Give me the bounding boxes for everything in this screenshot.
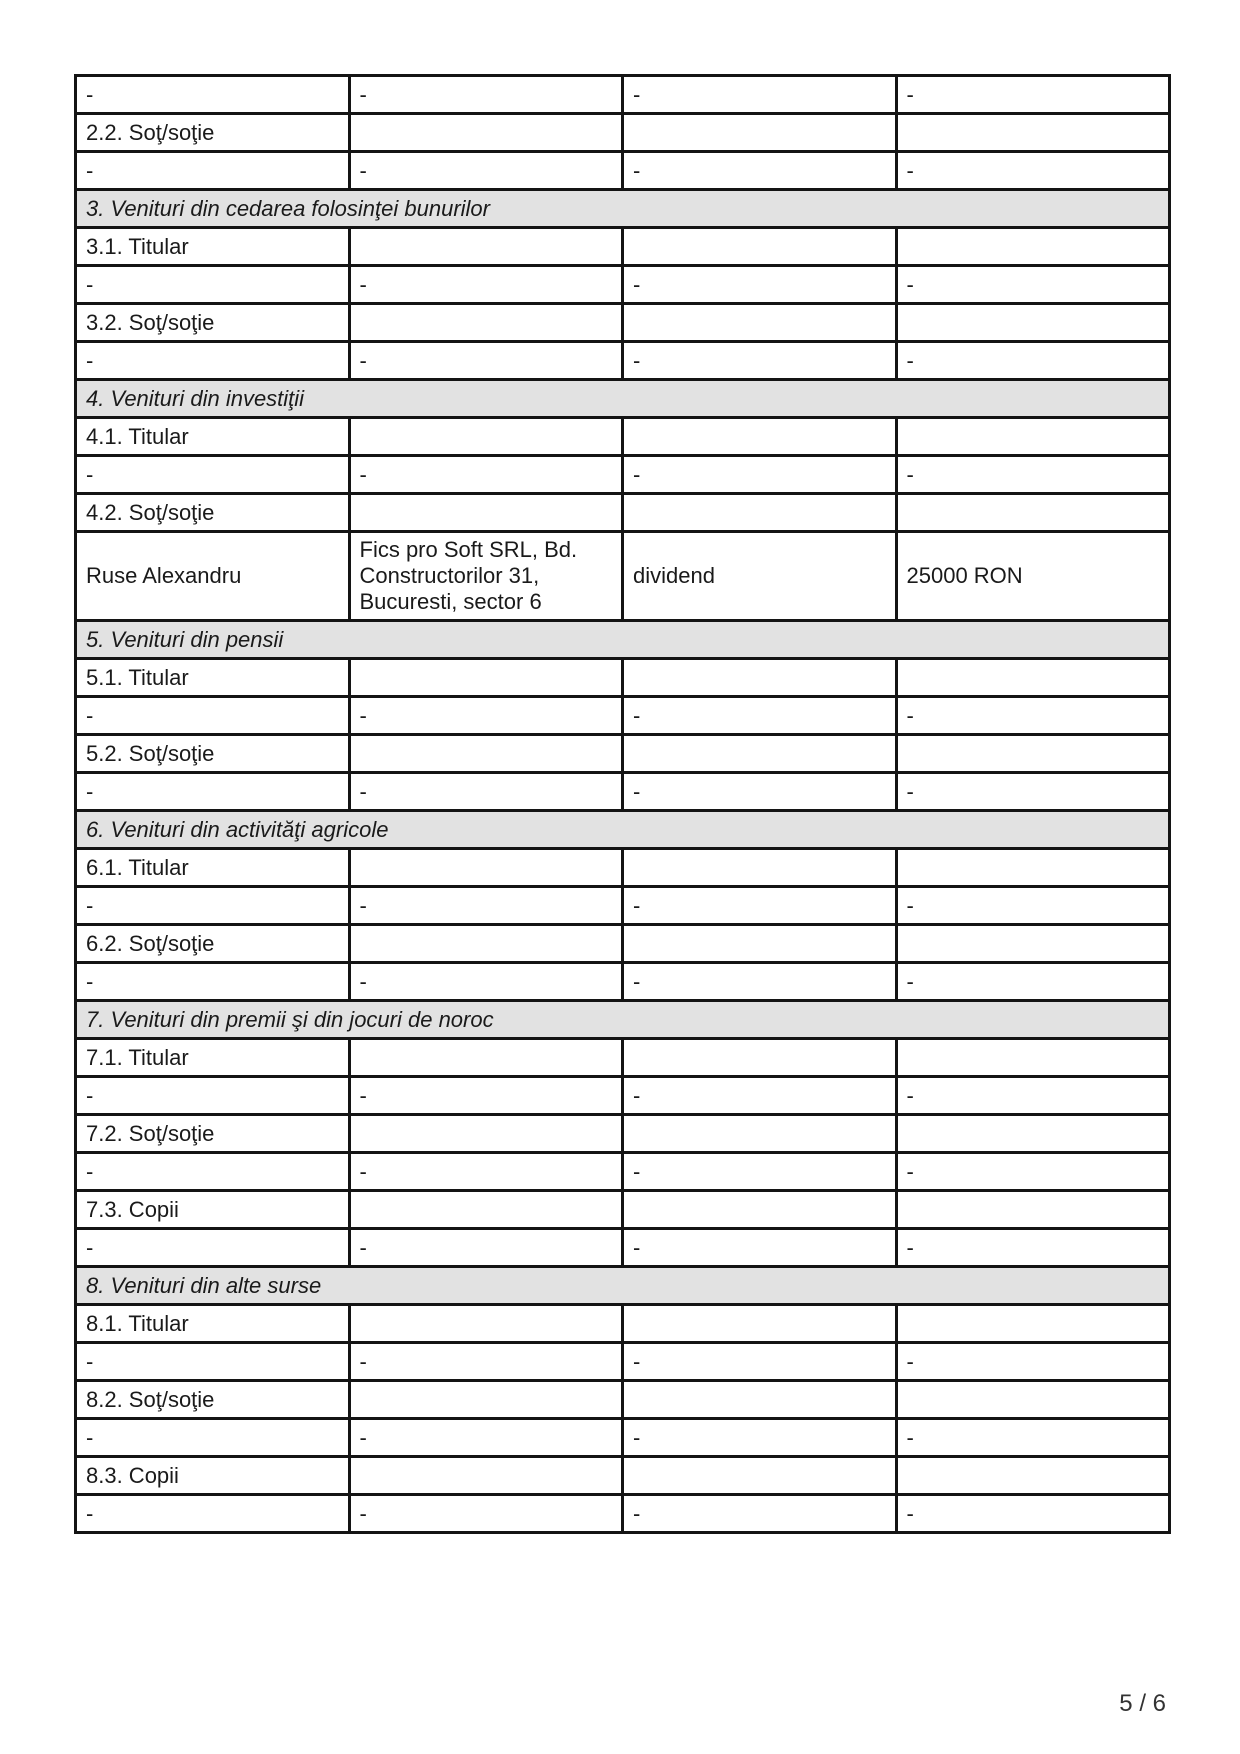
table-row — [76, 773, 1170, 811]
empty-cell — [896, 1115, 1170, 1153]
section-header-row — [76, 1001, 1170, 1039]
cell-beneficiary: - — [76, 152, 350, 190]
empty-cell — [349, 1381, 623, 1419]
subgroup-row — [76, 735, 1170, 773]
subgroup-row — [76, 1115, 1170, 1153]
section-header-row — [76, 380, 1170, 418]
cell-beneficiary: - — [76, 1229, 350, 1267]
subgroup-label: 6.1. Titular — [76, 849, 350, 887]
empty-cell — [896, 494, 1170, 532]
cell-service: - — [623, 697, 897, 735]
table-row — [76, 342, 1170, 380]
subgroup-row — [76, 494, 1170, 532]
cell-source: - — [349, 1495, 623, 1533]
empty-cell — [896, 1457, 1170, 1495]
empty-cell — [623, 1457, 897, 1495]
cell-service: - — [623, 963, 897, 1001]
cell-beneficiary: - — [76, 266, 350, 304]
cell-income: - — [896, 266, 1170, 304]
cell-beneficiary: - — [76, 456, 350, 494]
page-number: 5 / 6 — [1119, 1690, 1166, 1717]
cell-source: Fics pro Soft SRL, Bd. Constructorilor 31, Bucuresti, sector 6 — [349, 532, 623, 621]
table-row — [76, 1343, 1170, 1381]
empty-cell — [623, 659, 897, 697]
table-row — [76, 1077, 1170, 1115]
empty-cell — [623, 1381, 897, 1419]
empty-cell — [349, 1191, 623, 1229]
section-header-row — [76, 811, 1170, 849]
table-row — [76, 266, 1170, 304]
subgroup-row — [76, 114, 1170, 152]
empty-cell — [623, 114, 897, 152]
cell-service: - — [623, 1229, 897, 1267]
empty-cell — [349, 659, 623, 697]
subgroup-row — [76, 1457, 1170, 1495]
table-row — [76, 532, 1170, 621]
subgroup-label: 5.1. Titular — [76, 659, 350, 697]
cell-income: - — [896, 887, 1170, 925]
empty-cell — [896, 114, 1170, 152]
cell-source: - — [349, 152, 623, 190]
cell-service: - — [623, 266, 897, 304]
subgroup-label: 3.2. Soţ/soţie — [76, 304, 350, 342]
table-row — [76, 1229, 1170, 1267]
empty-cell — [349, 735, 623, 773]
subgroup-row — [76, 1305, 1170, 1343]
subgroup-label: 3.1. Titular — [76, 228, 350, 266]
cell-beneficiary: - — [76, 1419, 350, 1457]
empty-cell — [896, 1305, 1170, 1343]
empty-cell — [896, 418, 1170, 456]
cell-income: - — [896, 152, 1170, 190]
subgroup-label: 8.3. Copii — [76, 1457, 350, 1495]
subgroup-label: 7.3. Copii — [76, 1191, 350, 1229]
subgroup-row — [76, 1039, 1170, 1077]
empty-cell — [349, 849, 623, 887]
cell-source: - — [349, 697, 623, 735]
cell-source: - — [349, 266, 623, 304]
table-row — [76, 152, 1170, 190]
cell-beneficiary: - — [76, 697, 350, 735]
cell-beneficiary: - — [76, 342, 350, 380]
cell-beneficiary: - — [76, 1495, 350, 1533]
cell-income: - — [896, 963, 1170, 1001]
empty-cell — [349, 1305, 623, 1343]
empty-cell — [896, 1381, 1170, 1419]
empty-cell — [623, 1191, 897, 1229]
cell-service: - — [623, 152, 897, 190]
empty-cell — [623, 1115, 897, 1153]
cell-service: - — [623, 887, 897, 925]
cell-source: - — [349, 1343, 623, 1381]
table-row — [76, 1153, 1170, 1191]
empty-cell — [623, 925, 897, 963]
section-title: 7. Venituri din premii şi din jocuri de noroc — [76, 1001, 1170, 1039]
cell-beneficiary: Ruse Alexandru — [76, 532, 350, 621]
cell-service: - — [623, 456, 897, 494]
section-title: 5. Venituri din pensii — [76, 621, 1170, 659]
cell-income: - — [896, 1495, 1170, 1533]
cell-income: - — [896, 342, 1170, 380]
table-row — [76, 456, 1170, 494]
cell-beneficiary: - — [76, 1153, 350, 1191]
empty-cell — [349, 418, 623, 456]
income-table-body — [76, 76, 1170, 1533]
subgroup-label: 7.1. Titular — [76, 1039, 350, 1077]
subgroup-label: 4.1. Titular — [76, 418, 350, 456]
subgroup-row — [76, 659, 1170, 697]
cell-income: - — [896, 773, 1170, 811]
cell-service: - — [623, 76, 897, 114]
subgroup-label: 2.2. Soţ/soţie — [76, 114, 350, 152]
cell-source: - — [349, 1419, 623, 1457]
section-title: 8. Venituri din alte surse — [76, 1267, 1170, 1305]
subgroup-row — [76, 1191, 1170, 1229]
subgroup-row — [76, 228, 1170, 266]
cell-income: - — [896, 1343, 1170, 1381]
empty-cell — [623, 735, 897, 773]
empty-cell — [623, 1039, 897, 1077]
empty-cell — [349, 1115, 623, 1153]
section-title: 3. Venituri din cedarea folosinţei bunurilor — [76, 190, 1170, 228]
cell-service: - — [623, 773, 897, 811]
empty-cell — [349, 114, 623, 152]
section-title: 4. Venituri din investiţii — [76, 380, 1170, 418]
cell-income: - — [896, 1153, 1170, 1191]
cell-source: - — [349, 1153, 623, 1191]
subgroup-label: 6.2. Soţ/soţie — [76, 925, 350, 963]
section-header-row — [76, 190, 1170, 228]
cell-source: - — [349, 342, 623, 380]
income-table — [74, 74, 1171, 1534]
empty-cell — [896, 735, 1170, 773]
subgroup-label: 4.2. Soţ/soţie — [76, 494, 350, 532]
cell-beneficiary: - — [76, 1343, 350, 1381]
cell-source: - — [349, 1229, 623, 1267]
empty-cell — [349, 1039, 623, 1077]
empty-cell — [623, 228, 897, 266]
table-row — [76, 1495, 1170, 1533]
cell-income: - — [896, 76, 1170, 114]
cell-source: - — [349, 773, 623, 811]
cell-beneficiary: - — [76, 1077, 350, 1115]
empty-cell — [896, 659, 1170, 697]
cell-source: - — [349, 887, 623, 925]
cell-income: - — [896, 1419, 1170, 1457]
section-header-row — [76, 621, 1170, 659]
empty-cell — [896, 925, 1170, 963]
table-row — [76, 697, 1170, 735]
cell-beneficiary: - — [76, 963, 350, 1001]
cell-source: - — [349, 1077, 623, 1115]
subgroup-row — [76, 849, 1170, 887]
empty-cell — [349, 1457, 623, 1495]
cell-service: - — [623, 1077, 897, 1115]
cell-service: - — [623, 1419, 897, 1457]
cell-service: - — [623, 342, 897, 380]
empty-cell — [349, 228, 623, 266]
empty-cell — [896, 849, 1170, 887]
cell-income: - — [896, 456, 1170, 494]
empty-cell — [896, 1039, 1170, 1077]
table-row — [76, 1419, 1170, 1457]
empty-cell — [623, 849, 897, 887]
section-title: 6. Venituri din activităţi agricole — [76, 811, 1170, 849]
subgroup-row — [76, 418, 1170, 456]
empty-cell — [896, 304, 1170, 342]
empty-cell — [896, 228, 1170, 266]
empty-cell — [349, 494, 623, 532]
cell-service: - — [623, 1343, 897, 1381]
subgroup-label: 8.2. Soţ/soţie — [76, 1381, 350, 1419]
empty-cell — [623, 418, 897, 456]
empty-cell — [349, 925, 623, 963]
cell-income: - — [896, 1077, 1170, 1115]
cell-service: - — [623, 1153, 897, 1191]
subgroup-row — [76, 925, 1170, 963]
cell-beneficiary: - — [76, 76, 350, 114]
cell-source: - — [349, 963, 623, 1001]
cell-income: - — [896, 697, 1170, 735]
empty-cell — [623, 304, 897, 342]
subgroup-label: 8.1. Titular — [76, 1305, 350, 1343]
subgroup-label: 7.2. Soţ/soţie — [76, 1115, 350, 1153]
subgroup-label: 5.2. Soţ/soţie — [76, 735, 350, 773]
cell-service: - — [623, 1495, 897, 1533]
subgroup-row — [76, 1381, 1170, 1419]
cell-beneficiary: - — [76, 887, 350, 925]
cell-source: - — [349, 456, 623, 494]
cell-service: dividend — [623, 532, 897, 621]
cell-income: - — [896, 1229, 1170, 1267]
empty-cell — [349, 304, 623, 342]
section-header-row — [76, 1267, 1170, 1305]
table-row — [76, 887, 1170, 925]
table-row — [76, 963, 1170, 1001]
empty-cell — [623, 494, 897, 532]
cell-source: - — [349, 76, 623, 114]
cell-beneficiary: - — [76, 773, 350, 811]
empty-cell — [896, 1191, 1170, 1229]
subgroup-row — [76, 304, 1170, 342]
empty-cell — [623, 1305, 897, 1343]
table-row — [76, 76, 1170, 114]
cell-income: 25000 RON — [896, 532, 1170, 621]
